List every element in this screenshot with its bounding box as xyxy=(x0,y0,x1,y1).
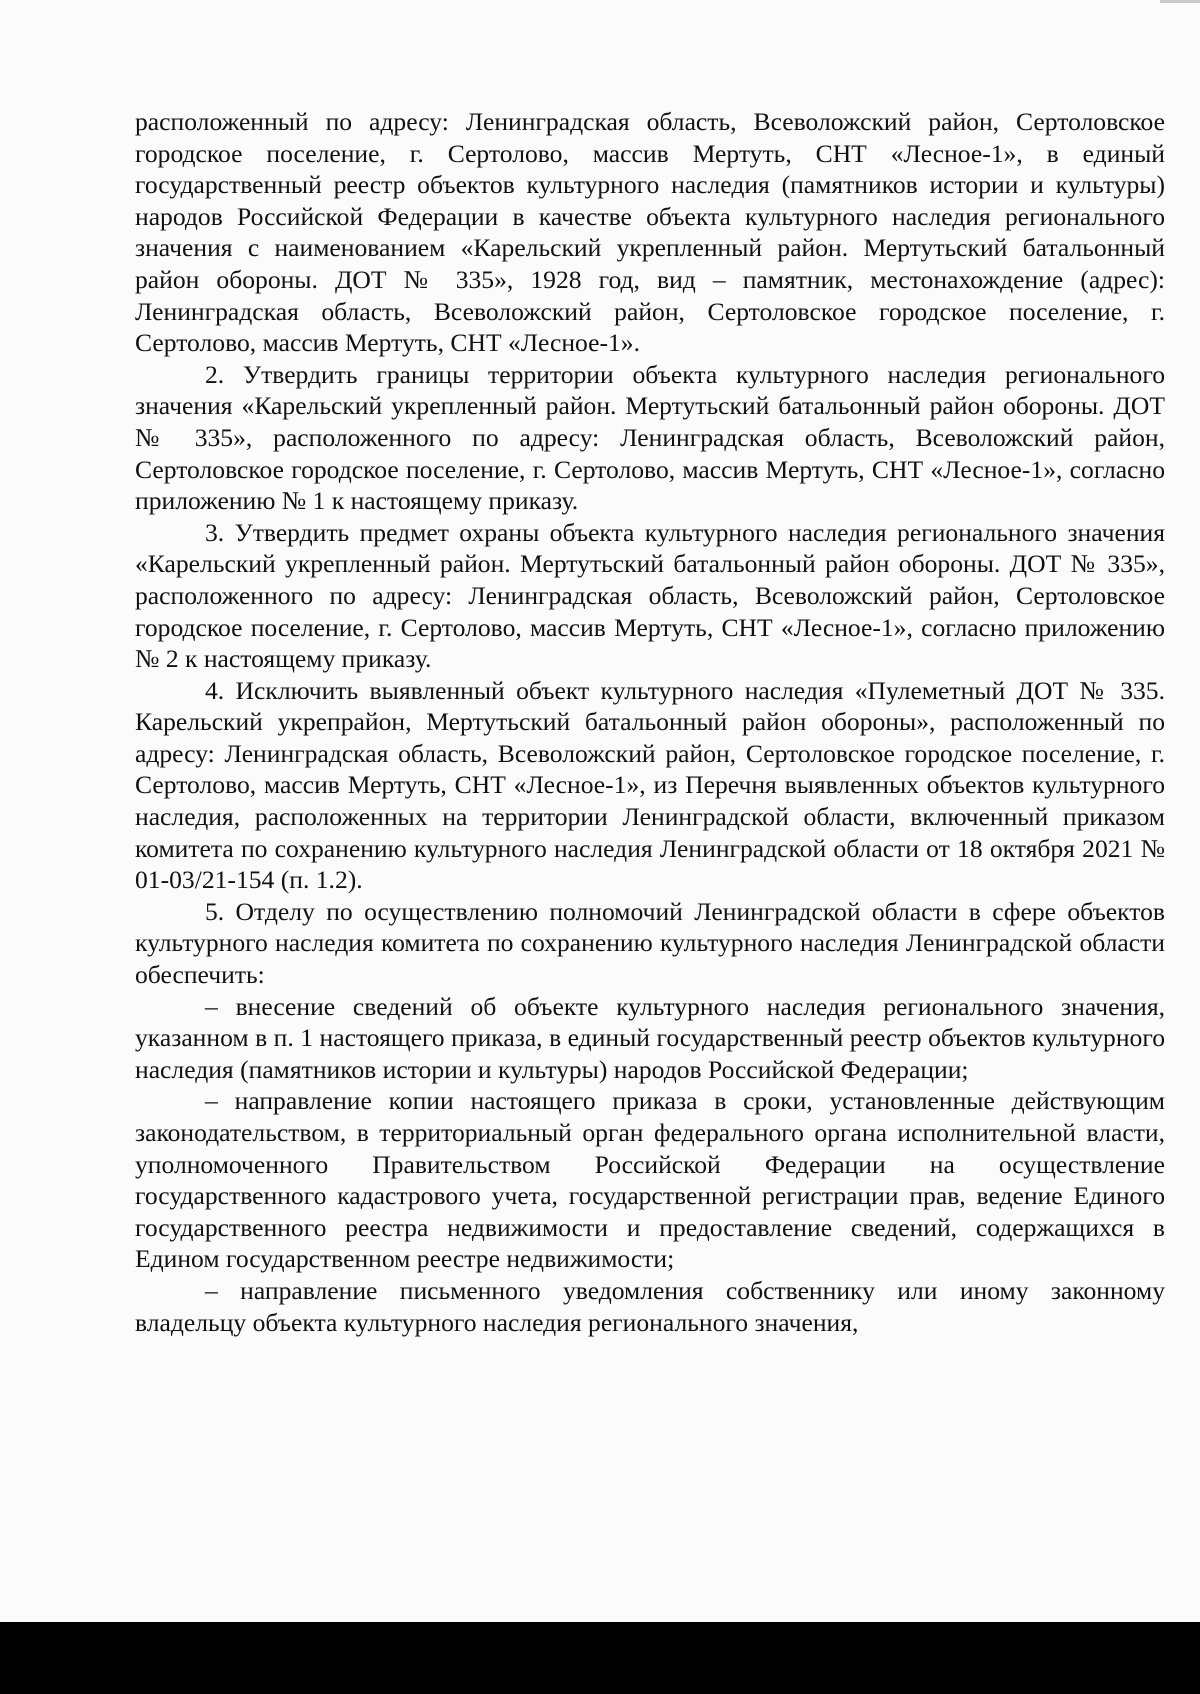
dash-item-3: – направление письменного уведомления собственнику или иному законному владельцу объекта культурного наследия регионального значения, xyxy=(135,1275,1165,1337)
document-body xyxy=(135,106,1165,1338)
dash-item-1: – внесение сведений об объекте культурного наследия регионального значения, указанном в п. 1 настоящего приказа, в единый государственный реестр объектов культурного наследия (памятников истории и культуры) народов Российской Федерации; xyxy=(135,991,1165,1084)
scan-edge-mark xyxy=(1160,0,1200,3)
paragraph-1-continuation: расположенный по адресу: Ленинградская область, Всеволожский район, Сертоловское городское поселение, г. Сертолово, массив Мертуть, СНТ «Лесное-1», в единый государственный реестр объектов культурного наследия (памятников истории и культуры) народов Российской Федерации в качестве объекта культурного наследия регионального значения с наименованием «Карельский укрепленный район. Мертутьский батальонный район обороны. ДОТ № 335», 1928 год, вид – памятник, местонахождение (адрес): Ленинградская область, Всеволожский район, Сертоловское городское поселение, г. Сертолово, массив Мертуть, СНТ «Лесное-1». xyxy=(135,107,1165,358)
paragraph-4: 4. Исключить выявленный объект культурного наследия «Пулеметный ДОТ № 335. Карельский укрепрайон, Мертутьский батальонный район обороны», расположенный по адресу: Ленинградская область, Всеволожский район, Сертоловское городское поселение, г. Сертолово, массив Мертуть, СНТ «Лесное-1», из Перечня выявленных объектов культурного наследия, расположенных на территории Ленинградской области, включенный приказом комитета по сохранению культурного наследия Ленинградской области от 18 октября 2021 № 01-03/21-154 (п. 1.2). xyxy=(135,675,1165,895)
dash-item-2: – направление копии настоящего приказа в сроки, установленные действующим законодательством, в территориальный орган федерального органа исполнительной власти, уполномоченного Правительством Российской Федерации на осуществление государственного кадастрового учета, государственной регистрации прав, ведение Единого государственного реестра недвижимости и предоставление сведений, содержащихся в Едином государственном реестре недвижимости; xyxy=(135,1086,1165,1274)
paragraph-3: 3. Утвердить предмет охраны объекта культурного наследия регионального значения «Карельский укрепленный район. Мертутьский батальонный район обороны. ДОТ № 335», расположенного по адресу: Ленинградская область, Всеволожский район, Сертоловское городское поселение, г. Сертолово, массив Мертуть, СНТ «Лесное-1», согласно приложению № 2 к настоящему приказу. xyxy=(135,517,1165,674)
paragraph-2: 2. Утвердить границы территории объекта культурного наследия регионального значения «Карельский укрепленный район. Мертутьский батальонный район обороны. ДОТ № 335», расположенного по адресу: Ленинградская область, Всеволожский район, Сертоловское городское поселение, г. Сертолово, массив Мертуть, СНТ «Лесное-1», согласно приложению № 1 к настоящему приказу. xyxy=(135,359,1165,516)
scan-bottom-band xyxy=(0,1622,1200,1694)
paragraph-5: 5. Отделу по осуществлению полномочий Ленинградской области в сфере объектов культурного наследия комитета по сохранению культурного наследия Ленинградской области обеспечить: xyxy=(135,896,1165,990)
